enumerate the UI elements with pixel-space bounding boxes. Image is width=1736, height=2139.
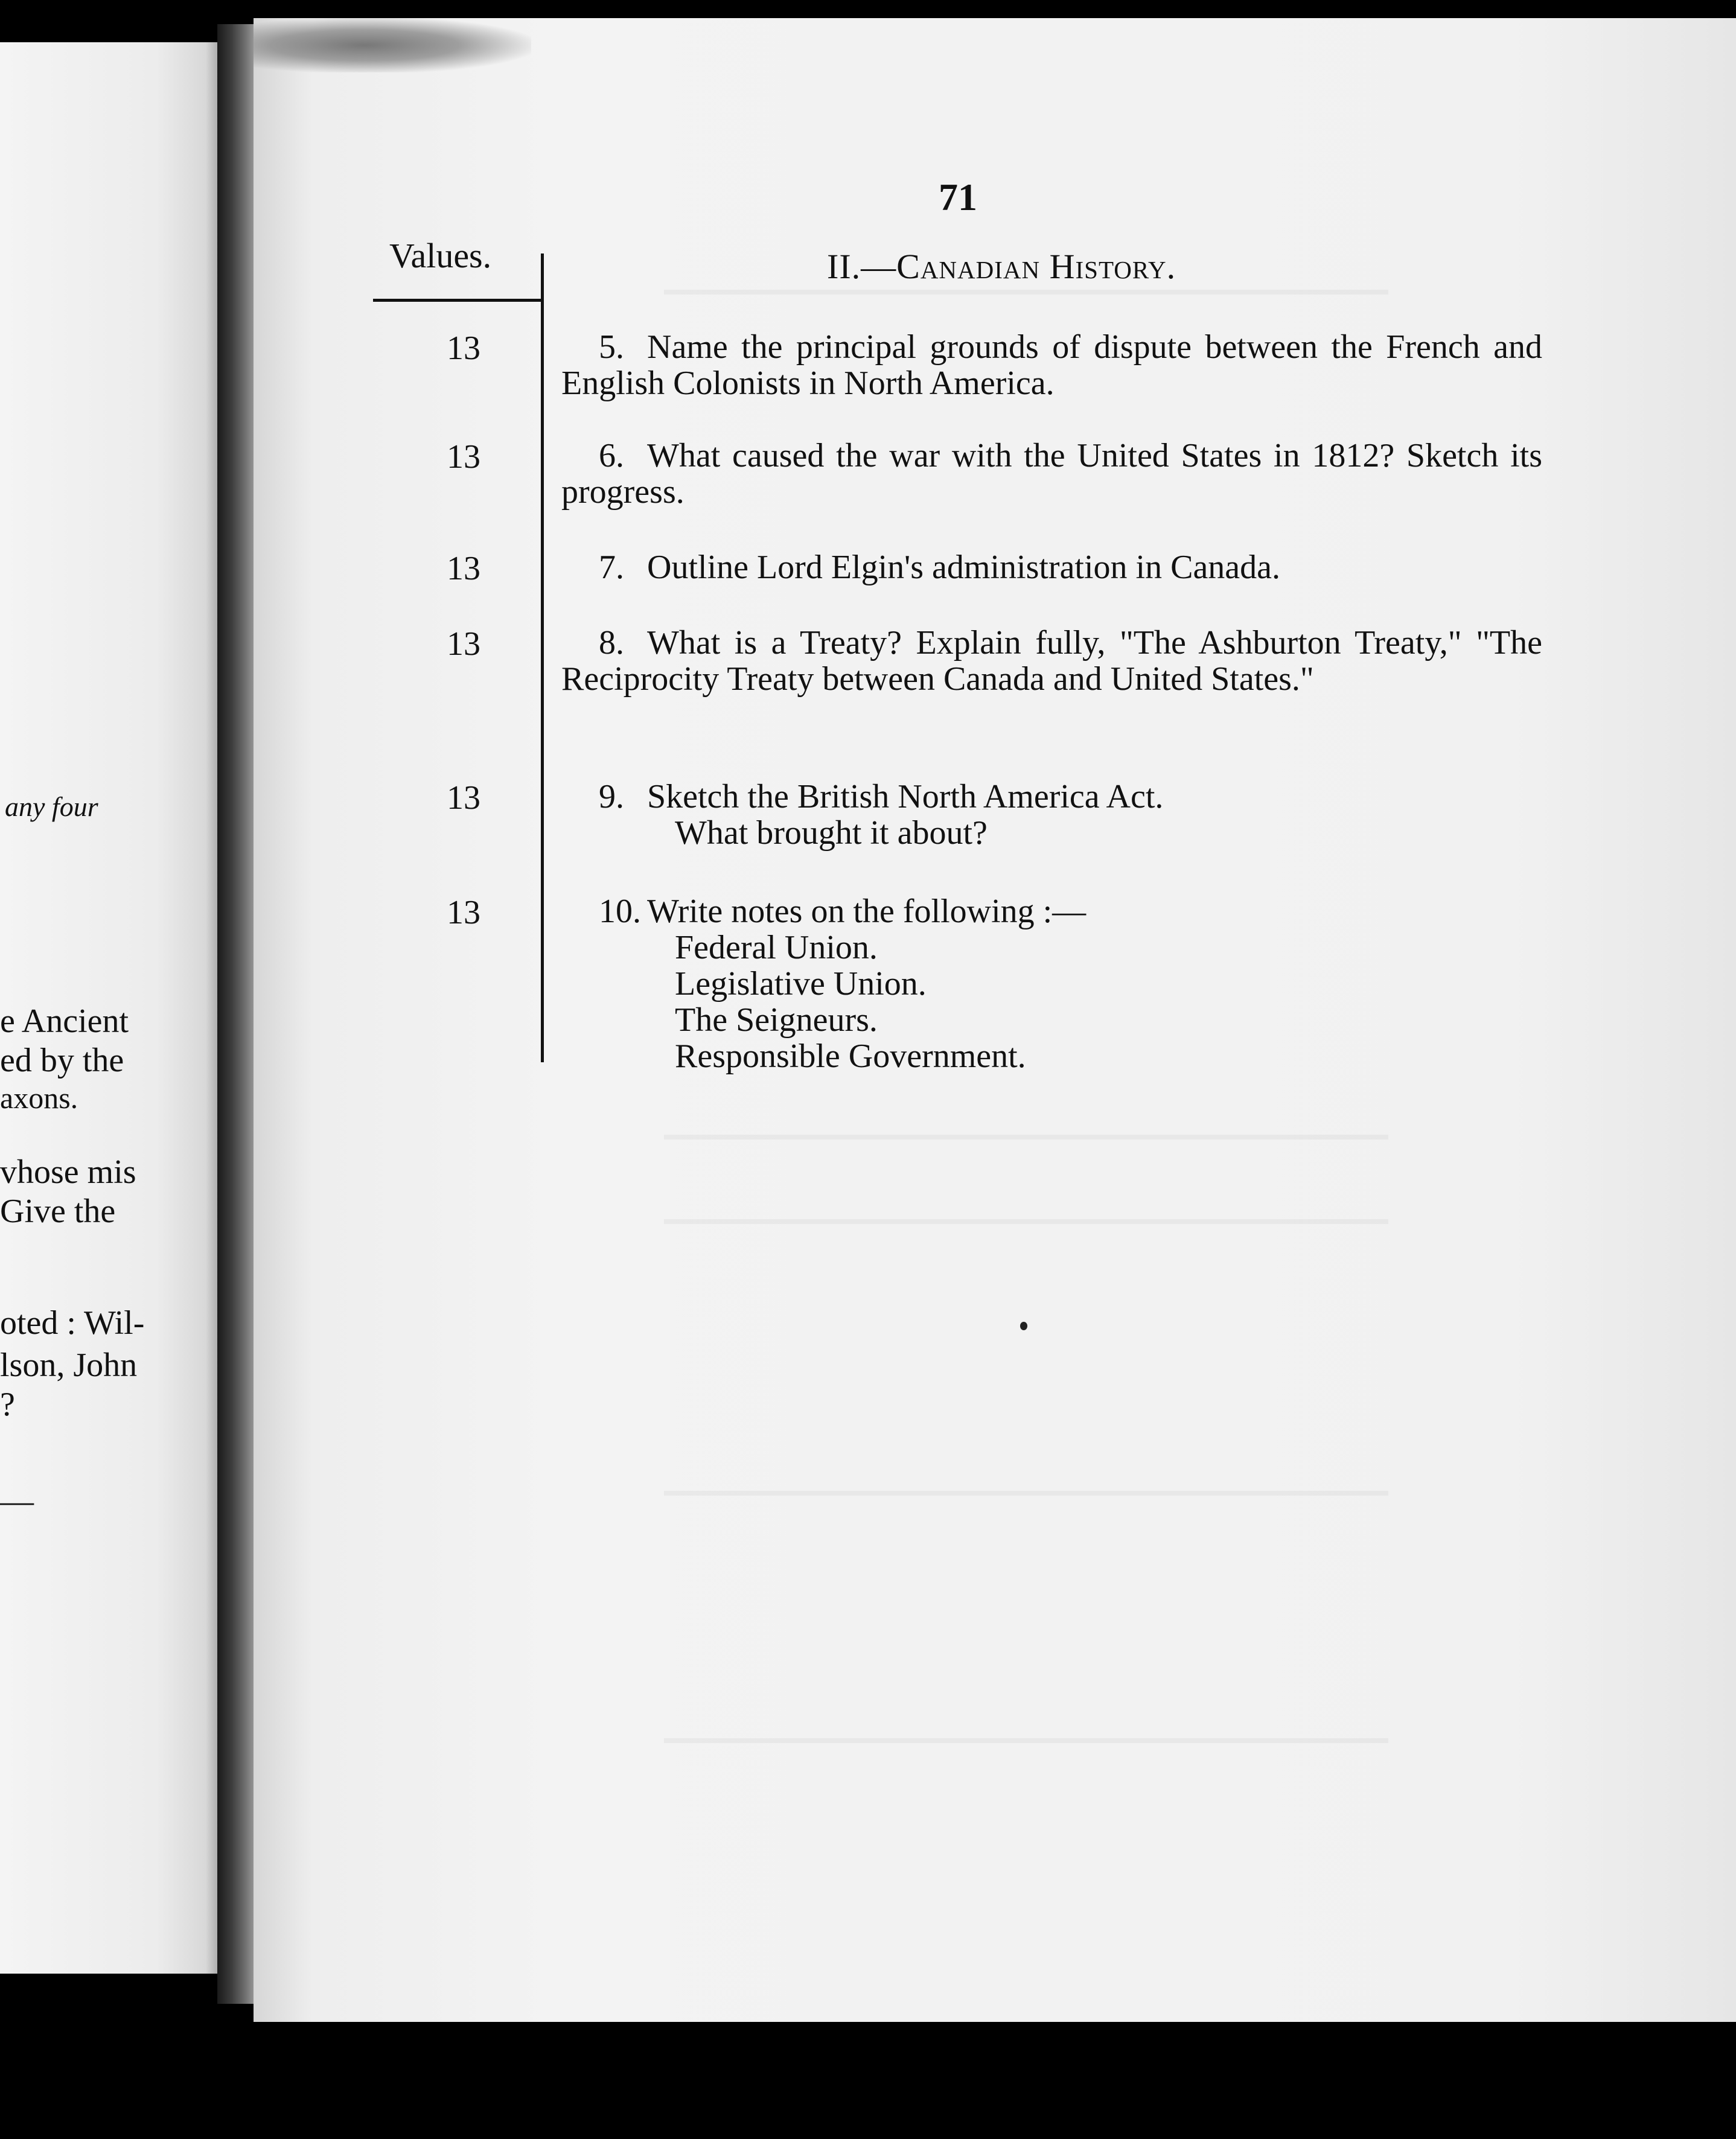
left-page-fragment: any four <box>5 791 98 822</box>
question-6 <box>561 438 1542 510</box>
question-8 <box>561 625 1542 697</box>
question-7 <box>561 549 1542 585</box>
question-value: 13 <box>447 330 480 367</box>
left-page-fragment: Give the <box>0 1193 116 1230</box>
left-page-fragment: oted : Wil- <box>0 1304 145 1342</box>
left-page-fragment: vhose mis <box>0 1153 136 1191</box>
question-value: 13 <box>447 625 480 663</box>
section-title: II.—Canadian History. <box>827 247 1176 286</box>
left-page-fragment: lson, John <box>0 1347 138 1384</box>
question-number: 5. <box>599 328 624 366</box>
show-through <box>664 1135 1388 1140</box>
question-value: 13 <box>447 550 480 587</box>
show-through <box>664 1219 1388 1224</box>
values-rule <box>373 299 542 302</box>
left-page-fragment: ? <box>0 1386 15 1423</box>
question-number: 8. <box>599 624 624 661</box>
question-text: Name the principal grounds of dispute between the French and English Colonists in North America. <box>561 328 1542 402</box>
question-subitem: Responsible Government. <box>675 1038 1026 1075</box>
question-number: 7. <box>599 549 624 586</box>
previous-page-edge <box>0 42 223 1974</box>
left-page-fragment: ed by the <box>0 1042 124 1079</box>
values-heading: Values. <box>389 236 492 275</box>
question-number: 6. <box>599 437 624 474</box>
left-page-fragment: — <box>0 1482 34 1520</box>
page-number: 71 <box>939 176 977 218</box>
left-page-fragment: axons. <box>0 1081 78 1115</box>
question-text: Write notes on the following :— <box>647 893 1087 930</box>
question-10 <box>561 893 1542 1074</box>
question-value: 13 <box>447 779 480 817</box>
question-subitem: Federal Union. <box>675 929 878 966</box>
question-value: 13 <box>447 438 480 476</box>
question-value: 13 <box>447 894 480 931</box>
question-text: Sketch the British North America Act. <box>647 778 1164 815</box>
question-number: 10. <box>599 893 641 930</box>
question-subitem: The Seigneurs. <box>675 1001 878 1039</box>
question-5 <box>561 329 1542 401</box>
question-subitem: Legislative Union. <box>675 965 927 1003</box>
show-through <box>664 1738 1388 1743</box>
scan-smudge <box>254 18 531 72</box>
question-text: Outline Lord Elgin's administration in Canada. <box>647 549 1281 586</box>
show-through <box>664 1491 1388 1496</box>
left-page-fragment: e Ancient <box>0 1003 129 1040</box>
question-text: What is a Treaty? Explain fully, "The Ashburton Treaty," "The Reciprocity Treaty between Canada and United States." <box>561 624 1542 698</box>
ink-speck <box>1020 1322 1027 1330</box>
question-9 <box>561 779 1542 851</box>
question-number: 9. <box>599 778 624 815</box>
show-through <box>664 290 1388 295</box>
question-subitem: What brought it about? <box>675 814 988 852</box>
question-text: What caused the war with the United States in 1812? Sketch its progress. <box>561 437 1542 511</box>
column-divider <box>541 253 544 1062</box>
